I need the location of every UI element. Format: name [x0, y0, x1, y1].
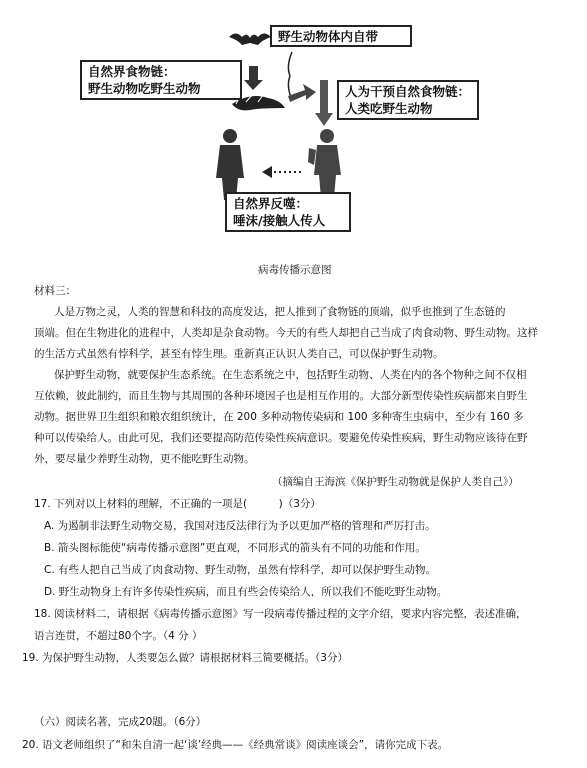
q18-line2: 语言连贯，不超过80个字。（4 分 ）	[34, 630, 203, 642]
box-right-line1: 人为干预自然食物链：	[345, 84, 471, 99]
material3-p2-line5: 外，要尽量少养野生动物，更不能吃野生动物。	[34, 453, 255, 465]
diagram-box-right	[337, 80, 479, 120]
box-bottom-line2: 唾沫/接触人传人	[233, 213, 326, 228]
section6-heading: （六）阅读名著，完成20题。（6分）	[34, 716, 207, 728]
material3-p2-line1: 保护野生动物，就要保护生态系统。在生态系统之中，包括野生动物、人类在内的各个物种之间不仅相	[54, 369, 527, 381]
box-left-line2: 野生动物吃野生动物	[88, 81, 201, 96]
material3-p2-line2: 互依赖，彼此制约，而且生物与其周围的各种环境因子也是相互作用的。大部分新型传染性疾病都来自野生	[34, 390, 528, 402]
human-figure-left-icon	[216, 129, 244, 200]
arrow-right-hatched	[288, 84, 316, 102]
q19: 19. 为保护野生动物，人类要怎么做？请根据材料三简要概括。（3分）	[22, 652, 348, 664]
diagram-caption: 病毒传播示意图	[258, 264, 332, 276]
material3-p1-line1: 人是万物之灵，人类的智慧和科技的高度发达，把人推到了食物链的顶端，似乎也推到了生态链的	[54, 306, 506, 318]
q17-option-c: C. 有些人把自己当成了肉食动物、野生动物，虽然有悖科学，却可以保护野生动物。	[44, 564, 437, 576]
diagram-box-bottom	[225, 192, 351, 232]
arrow-down-left	[244, 66, 263, 90]
q17-option-a: A. 为遏制非法野生动物交易，我国对违反法律行为予以更加严格的管理和严厉打击。	[44, 520, 436, 532]
material3-p1-line2: 顶端。但在生物进化的进程中，人类却是杂食动物。今天的有些人却把自己当成了肉食动物、野生动物。这样	[34, 327, 538, 339]
q20: 20. 语文老师组织了“和朱自清一起‘谈’经典——《经典常谈》阅读座谈会”，请你完成下表。	[22, 739, 449, 751]
q18-line1: 18. 阅读材料二，请根据《病毒传播示意图》写一段病毒传播过程的文字介绍，要求内容完整，表述准确，	[34, 608, 527, 620]
box-left-line1: 自然界食物链：	[88, 64, 176, 79]
diagram-box-top	[270, 25, 412, 47]
dotted-arrow-left-icon	[262, 166, 302, 178]
diagram-box-left	[80, 60, 242, 100]
q17-option-d: D. 野生动物身上有许多传染性疾病，而且有些会传染给人，所以我们不能吃野生动物。	[44, 586, 448, 598]
material3-p1-line3: 的生活方式虽然有悖科学，甚至有悖生理。重新真正认识人类自己，可以保护野生动物。	[34, 348, 444, 360]
q17-option-b: B. 箭头图标能使“病毒传播示意图”更直观，不同形式的箭头有不同的功能和作用。	[44, 542, 426, 554]
human-figure-right-icon	[308, 129, 341, 198]
q17-stem: 17. 下列对以上材料的理解，不正确的一项是( )（3分）	[34, 498, 321, 510]
box-right-line2: 人类吃野生动物	[345, 101, 433, 116]
material3-p2-line4: 种可以传染给人。由此可见，我们还要提高防范传染性疾病意识。要避免传染性疾病，野生动物应该待在野	[34, 432, 528, 444]
material3-source: （摘编自王海滨《保护野生动物就是保护人类自己》）	[272, 476, 519, 488]
material3-p2-line3: 动物。据世界卫生组织和粮农组织统计，在 200 多种动物传染病和 100 多种寄生虫病中，至少有 160 多	[34, 411, 524, 423]
bat-icon	[229, 34, 271, 46]
arrow-down-right	[315, 80, 333, 126]
box-top-text: 野生动物体内自带	[278, 29, 379, 44]
material3-heading: 材料三：	[34, 285, 76, 297]
box-bottom-line1: 自然界反噬：	[233, 196, 309, 211]
